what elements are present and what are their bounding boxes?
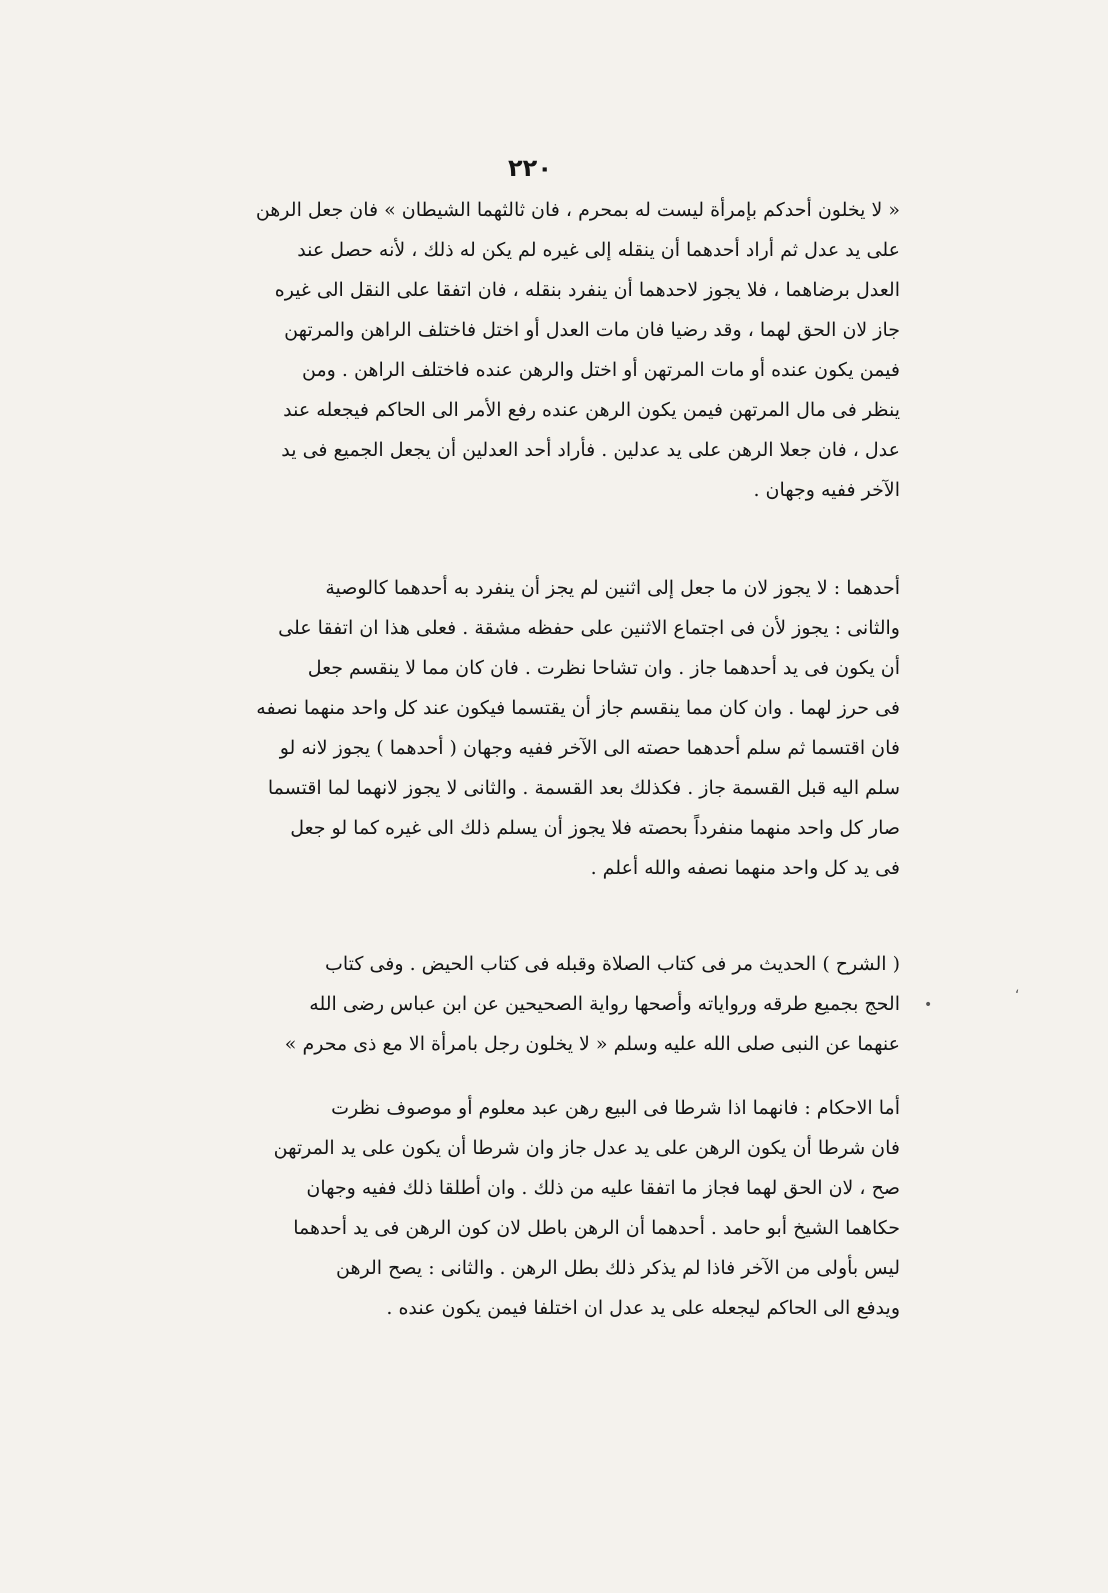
text-line: على يد عدل ثم أراد أحدهما أن ينقله إلى غيره لم يكن له ذلك ، لأنه حصل عند bbox=[297, 239, 900, 261]
text-line: عنهما عن النبى صلى الله عليه وسلم « لا يخلون رجل بامرأة الا مع ذى محرم » bbox=[284, 1033, 900, 1055]
text-line: أحدهما : لا يجوز لان ما جعل إلى اثنين لم يجز أن ينفرد به أحدهما كالوصية bbox=[325, 577, 900, 599]
text-line: صار كل واحد منهما منفرداً بحصته فلا يجوز أن يسلم ذلك الى غيره كما لو جعل bbox=[290, 817, 900, 839]
paragraph-2 bbox=[178, 568, 900, 888]
text-line: فيمن يكون عنده أو مات المرتهن أو اختل والرهن عنده فاختلف الراهن . ومن bbox=[302, 359, 900, 381]
page-number: ٢٢٠ bbox=[508, 154, 552, 182]
text-line: ينظر فى مال المرتهن فيمن يكون الرهن عنده رفع الأمر الى الحاكم فيجعله عند bbox=[283, 399, 900, 421]
text-line: عدل ، فان جعلا الرهن على يد عدلين . فأراد أحد العدلين أن يجعل الجميع فى يد bbox=[281, 439, 900, 461]
margin-tick-mark: ‘ bbox=[1015, 988, 1020, 1004]
text-line: « لا يخلون أحدكم بإمرأة ليست له بمحرم ، فان ثالثهما الشيطان » فان جعل الرهن bbox=[255, 199, 900, 221]
paragraph-1 bbox=[178, 190, 900, 510]
text-line: ليس بأولى من الآخر فاذا لم يذكر ذلك بطل الرهن . والثانى : يصح الرهن bbox=[336, 1257, 900, 1279]
text-line: صح ، لان الحق لهما فجاز ما اتفقا عليه من ذلك . وان أطلقا ذلك ففيه وجهان bbox=[306, 1177, 900, 1199]
text-line: فى حرز لهما . وان كان مما ينقسم جاز أن يقتسما فيكون عند كل واحد منهما نصفه bbox=[256, 697, 900, 719]
text-line: فى يد كل واحد منهما نصفه والله أعلم . bbox=[590, 857, 900, 879]
margin-dot-mark: • bbox=[924, 997, 933, 1013]
paragraph-3-commentary bbox=[178, 944, 900, 1064]
text-line: أن يكون فى يد أحدهما جاز . وان تشاحا نظرت . فان كان مما لا ينقسم جعل bbox=[307, 657, 900, 679]
text-line: سلم اليه قبل القسمة جاز . فكذلك بعد القسمة . والثانى لا يجوز لانهما لما اقتسما bbox=[267, 777, 900, 799]
text-line: والثانى : يجوز لأن فى اجتماع الاثنين على حفظه مشقة . فعلى هذا ان اتفقا على bbox=[278, 617, 900, 639]
text-line: جاز لان الحق لهما ، وقد رضيا فان مات العدل أو اختل فاختلف الراهن والمرتهن bbox=[284, 319, 900, 341]
text-line: ويدفع الى الحاكم ليجعله على يد عدل ان اختلفا فيمن يكون عنده . bbox=[386, 1297, 900, 1319]
text-line: فان اقتسما ثم سلم أحدهما حصته الى الآخر ففيه وجهان ( أحدهما ) يجوز لانه لو bbox=[279, 737, 900, 759]
text-line: الآخر ففيه وجهان . bbox=[753, 479, 900, 501]
text-line: العدل برضاهما ، فلا يجوز لاحدهما أن ينفرد بنقله ، فان اتفقا على النقل الى غيره bbox=[274, 279, 900, 301]
text-line: الحج بجميع طرقه ورواياته وأصحها رواية الصحيحين عن ابن عباس رضى الله bbox=[309, 993, 900, 1015]
paragraph-4-rulings bbox=[178, 1088, 900, 1328]
text-line: ( الشرح ) الحديث مر فى كتاب الصلاة وقبله فى كتاب الحيض . وفى كتاب bbox=[324, 953, 900, 975]
text-line: حكاهما الشيخ أبو حامد . أحدهما أن الرهن باطل لان كون الرهن فى يد أحدهما bbox=[293, 1217, 900, 1239]
text-line: فان شرطا أن يكون الرهن على يد عدل جاز وان شرطا أن يكون على يد المرتهن bbox=[273, 1137, 900, 1159]
text-line: أما الاحكام : فانهما اذا شرطا فى البيع رهن عبد معلوم أو موصوف نظرت bbox=[331, 1097, 900, 1119]
